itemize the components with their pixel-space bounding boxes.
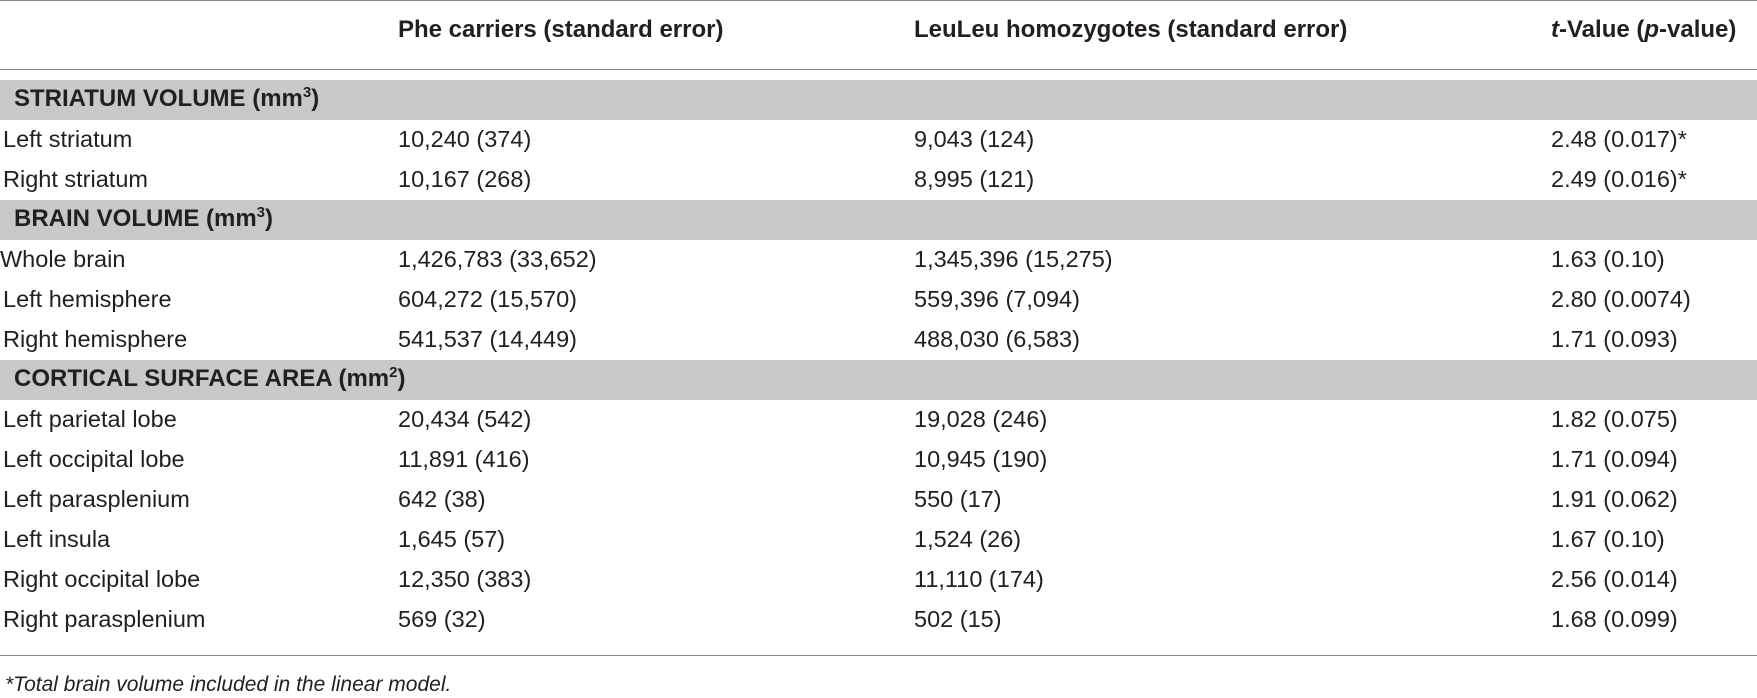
cell-phe-carriers: 642 (38)	[398, 486, 486, 512]
cell-leuleu: 488,030 (6,583)	[914, 326, 1080, 352]
table-row	[0, 440, 1757, 480]
cell-t-value: 1.71 (0.093)	[1551, 326, 1678, 352]
section-title: BRAIN VOLUME $(mm^3)$	[14, 204, 274, 232]
table-footnote: *Total brain volume included in the linear model.	[5, 673, 452, 696]
cell-leuleu: 1,524 (26)	[914, 526, 1022, 552]
table-row	[0, 600, 1757, 640]
row-label: Left striatum	[3, 126, 133, 152]
row-label: Right parasplenium	[3, 606, 206, 632]
header-phe-carriers: Phe carriers (standard error)	[398, 16, 724, 43]
cell-t-value: 2.56 (0.014)	[1551, 566, 1678, 592]
cell-t-value: 2.80 (0.0074)	[1551, 286, 1691, 312]
cell-phe-carriers: 604,272 (15,570)	[398, 286, 578, 312]
table-row	[0, 320, 1757, 360]
section-cortical-surface-area	[0, 360, 1757, 400]
row-label: Right occipital lobe	[3, 566, 201, 592]
cell-phe-carriers: 1,645 (57)	[398, 526, 506, 552]
section-title: CORTICAL SURFACE AREA $(mm^2)$	[14, 364, 406, 392]
header-t-mid: -Value (	[1559, 16, 1645, 43]
cell-phe-carriers: 541,537 (14,449)	[398, 326, 578, 352]
header-p-symbol: p	[1644, 16, 1660, 43]
cell-t-value: 1.71 (0.094)	[1551, 446, 1678, 472]
cell-leuleu: 502 (15)	[914, 606, 1002, 632]
row-label: Left parietal lobe	[3, 406, 177, 432]
section-striatum-volume	[0, 80, 1757, 120]
table-row	[0, 400, 1757, 440]
row-label: Left parasplenium	[3, 486, 190, 512]
header-leuleu-homozygotes: LeuLeu homozygotes (standard error)	[914, 16, 1348, 43]
table-row	[0, 280, 1757, 320]
cell-leuleu: 11,110 (174)	[914, 566, 1044, 592]
header-t-value	[1551, 16, 1736, 44]
cell-leuleu: 550 (17)	[914, 486, 1002, 512]
cell-leuleu: 8,995 (121)	[914, 166, 1035, 192]
section-brain-volume	[0, 200, 1757, 240]
table-row	[0, 480, 1757, 520]
table-header-row	[0, 16, 1757, 50]
table-bottom-rule	[0, 655, 1757, 656]
row-label: Right hemisphere	[3, 326, 188, 352]
cell-leuleu: 9,043 (124)	[914, 126, 1035, 152]
table-row	[0, 240, 1757, 280]
cell-t-value: 1.68 (0.099)	[1551, 606, 1678, 632]
cell-t-value: 2.49 (0.016)*	[1551, 166, 1687, 192]
cell-phe-carriers: 1,426,783 (33,652)	[398, 246, 597, 272]
cell-leuleu: 559,396 (7,094)	[914, 286, 1080, 312]
table-header-rule	[0, 69, 1757, 70]
row-label: Right striatum	[3, 166, 148, 192]
cell-leuleu: 19,028 (246)	[914, 406, 1048, 432]
row-label: Left insula	[3, 526, 111, 552]
cell-leuleu: 1,345,396 (15,275)	[914, 246, 1113, 272]
cell-phe-carriers: 11,891 (416)	[398, 446, 530, 472]
section-title: STRIATUM VOLUME $(mm^3)$	[14, 84, 320, 112]
table-row	[0, 120, 1757, 160]
header-t-end: -value)	[1659, 16, 1737, 43]
cell-phe-carriers: 10,240 (374)	[398, 126, 532, 152]
row-label: Left hemisphere	[3, 286, 172, 312]
cell-t-value: 1.67 (0.10)	[1551, 526, 1665, 552]
cell-t-value: 1.82 (0.075)	[1551, 406, 1678, 432]
cell-phe-carriers: 12,350 (383)	[398, 566, 532, 592]
cell-phe-carriers: 20,434 (542)	[398, 406, 532, 432]
table-row	[0, 560, 1757, 600]
row-label: Left occipital lobe	[3, 446, 185, 472]
table-top-rule	[0, 0, 1757, 1]
header-t-symbol: t	[1551, 16, 1559, 43]
cell-leuleu: 10,945 (190)	[914, 446, 1048, 472]
table-row	[0, 520, 1757, 560]
cell-phe-carriers: 10,167 (268)	[398, 166, 532, 192]
cell-t-value: 1.91 (0.062)	[1551, 486, 1678, 512]
cell-t-value: 2.48 (0.017)*	[1551, 126, 1687, 152]
cell-t-value: 1.63 (0.10)	[1551, 246, 1665, 272]
row-label: Whole brain	[0, 246, 126, 272]
table-row	[0, 160, 1757, 200]
cell-phe-carriers: 569 (32)	[398, 606, 486, 632]
